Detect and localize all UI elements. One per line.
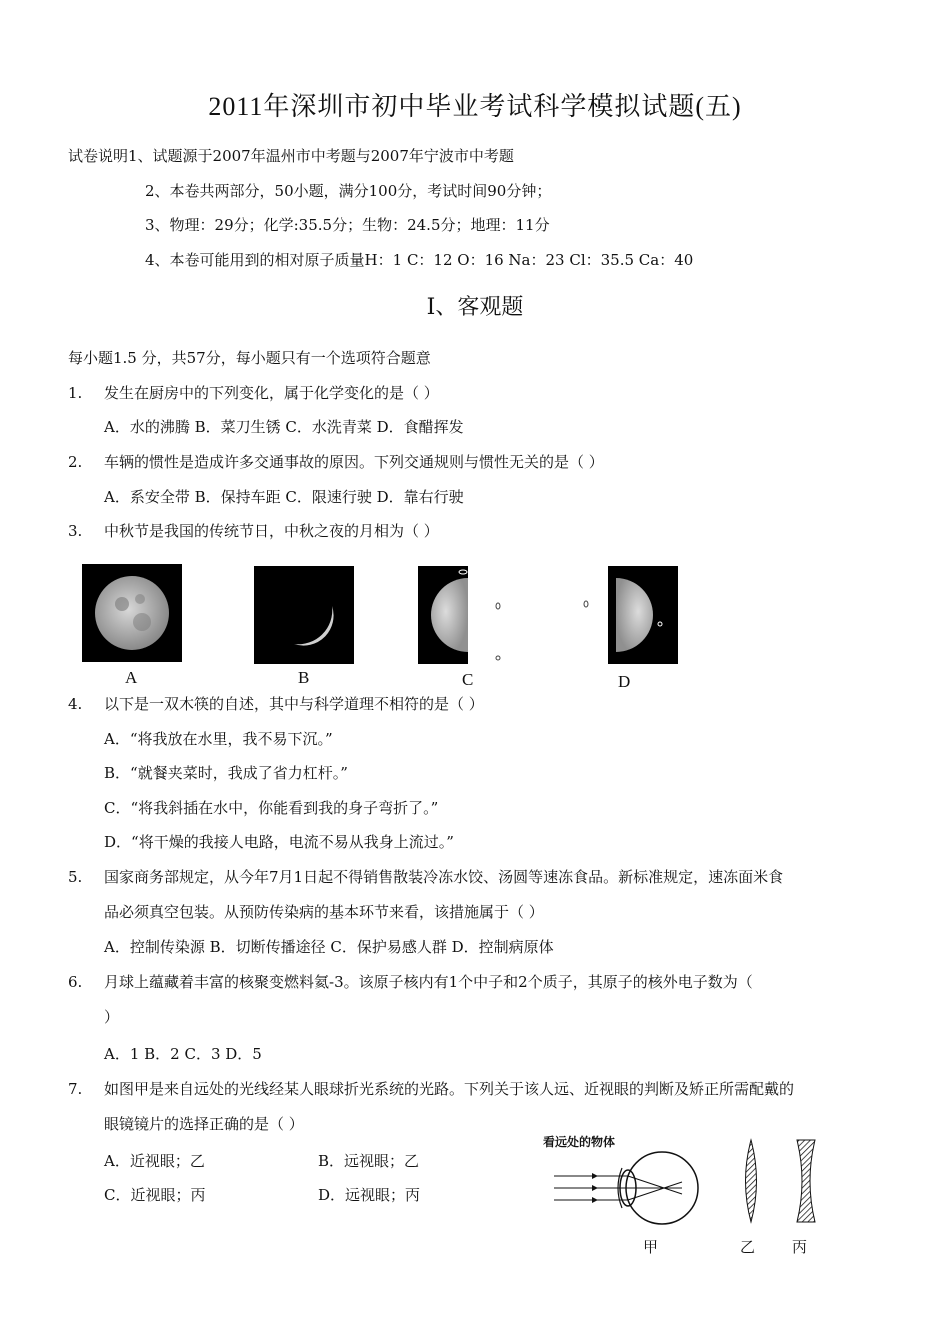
question-6 <box>68 971 753 992</box>
question-4 <box>68 693 484 714</box>
question-text: 发生在厨房中的下列变化，属于化学变化的是（ ） <box>104 384 439 402</box>
question-3 <box>68 520 439 541</box>
question-number: 7. <box>68 1080 83 1098</box>
question-7-option-c: C．近视眼；丙 <box>104 1186 206 1204</box>
moon-label-d: D <box>618 672 631 691</box>
question-6-options: A．1 B．2 C．3 D．5 <box>104 1045 262 1063</box>
question-4-option-c: C．“将我斜插在水中，你能看到我的身子弯折了。” <box>104 799 439 817</box>
moon-label-c: C <box>462 670 474 689</box>
question-2 <box>68 451 604 472</box>
moon-image-full <box>82 564 182 662</box>
question-text: 国家商务部规定，从今年7月1日起不得销售散装冷冻水饺、汤圆等速冻食品。新标准规定，速冻面米食 <box>104 868 784 886</box>
section-title: Ⅰ、客观题 <box>426 295 524 320</box>
moon-image-last-half <box>578 566 678 664</box>
convex-lens-icon <box>740 1138 762 1224</box>
notes-line-1: 试卷说明1、试题源于2007年温州市中考题与2007年宁波市中考题 <box>68 147 514 165</box>
question-text: 如图甲是来自远处的光线经某人眼球折光系统的光路。下列关于该人远、近视眼的判断及矫正所需配戴的 <box>104 1080 795 1098</box>
question-1 <box>68 382 439 403</box>
half-moon-right-icon <box>578 566 678 664</box>
question-2-options: A．系安全带 B．保持车距 C．限速行驶 D．靠右行驶 <box>104 488 464 506</box>
instruction: 每小题1.5 分，共57分，每小题只有一个选项符合题意 <box>68 349 431 367</box>
page-title: 2011年深圳市初中毕业考试科学模拟试题(五) <box>208 92 742 121</box>
crescent-moon-icon <box>254 566 354 664</box>
question-4-option-b: B．“就餐夹菜时，我成了省力杠杆。” <box>104 764 348 782</box>
question-5-text-cont: 品必须真空包装。从预防传染病的基本环节来看，该措施属于（ ） <box>104 903 544 921</box>
question-4-option-d: D．“将干燥的我接人电路，电流不易从我身上流过。” <box>104 833 454 851</box>
question-number: 2. <box>68 453 83 471</box>
full-moon-icon <box>82 564 182 662</box>
figure-label-yi: 乙 <box>740 1238 756 1256</box>
question-number: 5. <box>68 868 83 886</box>
moon-image-first-half <box>418 566 518 664</box>
question-6-text-cont: ） <box>104 1008 120 1026</box>
question-7 <box>68 1078 794 1099</box>
question-4-option-a: A．“将我放在水里，我不易下沉。” <box>104 730 333 748</box>
question-number: 3. <box>68 522 83 540</box>
question-number: 6. <box>68 973 83 991</box>
question-7-option-b: B．远视眼；乙 <box>318 1152 420 1170</box>
question-7-text-cont: 眼镜镜片的选择正确的是（ ） <box>104 1115 304 1133</box>
notes-line-2: 2、本卷共两部分，50小题，满分100分，考试时间90分钟； <box>145 182 552 200</box>
figure-label-jia: 甲 <box>643 1238 659 1256</box>
moon-image-crescent <box>254 566 354 664</box>
question-text: 以下是一双木筷的自述，其中与科学道理不相符的是（ ） <box>104 695 484 713</box>
question-7-option-a: A．近视眼；乙 <box>104 1152 205 1170</box>
notes-line-4: 4、本卷可能用到的相对原子质量H：1 C：12 O：16 Na：23 Cl：35.5 Ca：40 <box>145 251 694 269</box>
question-5 <box>68 866 783 887</box>
question-number: 1. <box>68 384 83 402</box>
question-text: 车辆的惯性是造成许多交通事故的原因。下列交通规则与惯性无关的是（ ） <box>104 453 604 471</box>
question-5-options: A．控制传染源 B．切断传播途径 C．保护易感人群 D．控制病原体 <box>104 938 554 956</box>
half-moon-left-icon <box>418 566 518 664</box>
question-1-options: A．水的沸腾 B．菜刀生锈 C．水洗青菜 D．食醋挥发 <box>104 418 464 436</box>
question-text: 月球上蕴藏着丰富的核聚变燃料氦-3。该原子核内有1个中子和2个质子，其原子的核外电子数为（ <box>104 973 753 991</box>
question-number: 4. <box>68 695 83 713</box>
question-7-option-d: D．远视眼；丙 <box>318 1186 421 1204</box>
eye-diagram-icon <box>552 1148 712 1228</box>
figure-label-bing: 丙 <box>792 1238 808 1256</box>
question-text: 中秋节是我国的传统节日，中秋之夜的月相为（ ） <box>104 522 439 540</box>
concave-lens-icon <box>795 1138 817 1224</box>
moon-label-b: B <box>298 668 310 687</box>
notes-line-3: 3、物理：29分；化学:35.5分；生物：24.5分；地理：11分 <box>145 216 550 234</box>
figure-caption: 看远处的物体 <box>543 1135 616 1149</box>
moon-label-a: A <box>125 668 138 687</box>
